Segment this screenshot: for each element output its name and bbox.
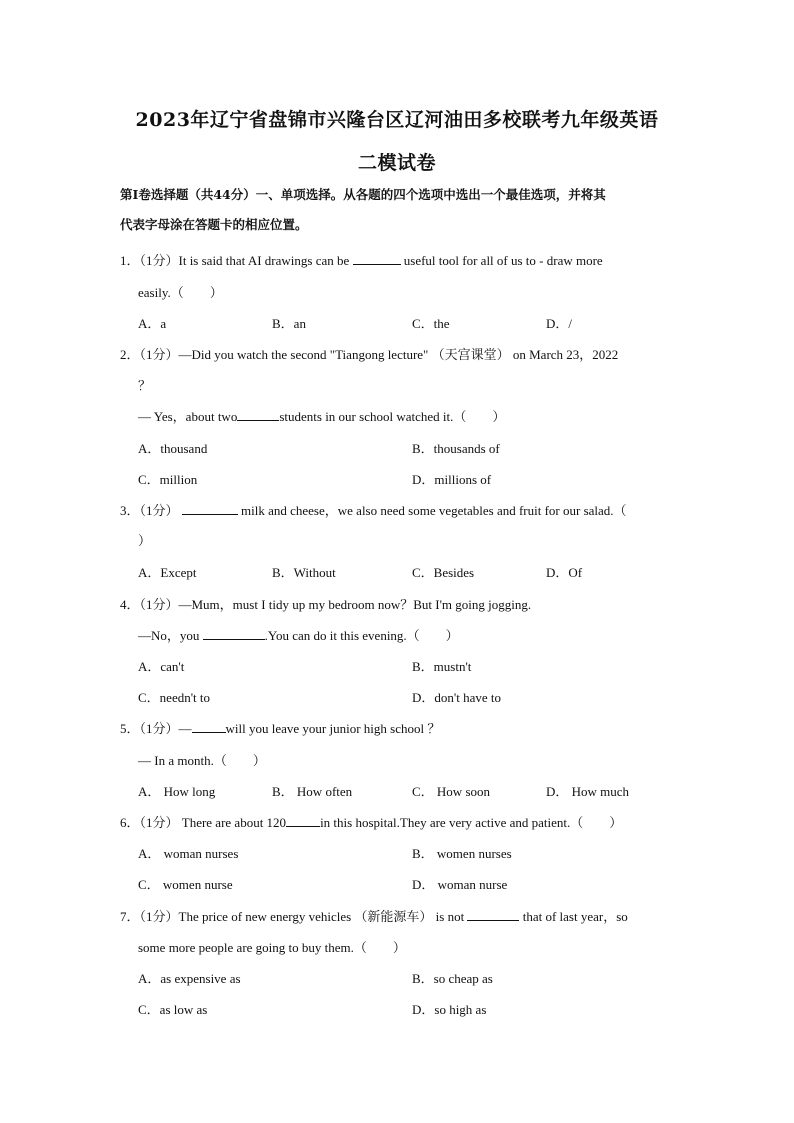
answer-blank bbox=[182, 501, 238, 515]
page-title-line-2: 二模试卷 bbox=[357, 152, 436, 174]
answer-blank bbox=[286, 813, 320, 827]
page-title-line-1: 2023年辽宁省盘锦市兴隆台区辽河油田多校联考九年级英语 bbox=[135, 109, 659, 131]
question-1-text-a: 1．（1分）It is said that AI drawings can be bbox=[120, 253, 350, 268]
question-3-stem bbox=[120, 500, 680, 519]
question-1-option-b: B．an bbox=[272, 316, 306, 331]
question-5-text-a: 5．（1分）— bbox=[120, 721, 192, 736]
question-3-stem-cont: ） bbox=[138, 533, 152, 548]
question-7-option-d: D．so high as bbox=[412, 1002, 487, 1017]
question-7-stem-cont: some more people are going to buy them.（ ） bbox=[138, 940, 406, 955]
question-2-option-a: A．thousand bbox=[138, 441, 208, 456]
question-6-text-a: 6．（1分） There are about 120 bbox=[120, 815, 287, 830]
question-6-option-b: B． women nurses bbox=[412, 846, 512, 861]
question-4-option-a: A．can't bbox=[138, 659, 185, 674]
question-4-stem: 4．（1分）—Mum，must I tidy up my bedroom now？But I'm going jogging. bbox=[120, 597, 532, 612]
question-5-option-a: A． How long bbox=[138, 784, 216, 799]
question-6-stem bbox=[120, 812, 680, 831]
question-7-option-b: B．so cheap as bbox=[412, 971, 493, 986]
question-5-option-c: C． How soon bbox=[412, 784, 491, 799]
question-6-option-c: C． women nurse bbox=[138, 877, 233, 892]
question-4-option-d: D．don't have to bbox=[412, 690, 501, 705]
question-1-option-a: A．a bbox=[138, 316, 167, 331]
section-instructions bbox=[120, 180, 676, 240]
question-1-stem bbox=[120, 250, 680, 269]
question-2-text-b: students in our school watched it.（ ） bbox=[279, 409, 506, 424]
question-2-option-d: D．millions of bbox=[412, 472, 492, 487]
question-1-option-d: D．/ bbox=[546, 316, 573, 331]
question-1-option-c: C．the bbox=[412, 316, 450, 331]
question-2-stem-cont: ？ bbox=[138, 378, 152, 393]
question-3-option-b: B．Without bbox=[272, 565, 336, 580]
question-2-stem-reply bbox=[138, 406, 698, 425]
answer-blank bbox=[192, 719, 226, 733]
question-5-stem-reply: — In a month.（ ） bbox=[138, 753, 266, 768]
question-6-option-a: A． woman nurses bbox=[138, 846, 239, 861]
answer-blank bbox=[237, 407, 279, 421]
question-3-option-c: C．Besides bbox=[412, 565, 475, 580]
question-2-stem: 2．（1分）—Did you watch the second "Tiangong lecture" （天宫课堂） on March 23，2022 bbox=[120, 347, 619, 362]
question-4-option-b: B．mustn't bbox=[412, 659, 472, 674]
question-4-text-b: .You can do it this evening.（ ） bbox=[264, 628, 459, 643]
question-5-text-b: will you leave your junior high school ？ bbox=[225, 721, 441, 736]
question-7-text-a: 7．（1分）The price of new energy vehicles （新能源车） is not bbox=[120, 909, 465, 924]
section-instructions-line-2: 代表字母涂在答题卡的相应位置。 bbox=[120, 217, 308, 232]
question-7-stem bbox=[120, 906, 680, 925]
question-7-text-b: that of last year，so bbox=[522, 909, 628, 924]
question-3-option-d: D．Of bbox=[546, 565, 583, 580]
answer-blank bbox=[203, 626, 265, 640]
question-5-stem bbox=[120, 718, 680, 737]
question-4-text-a: —No，you bbox=[138, 628, 200, 643]
question-1-stem-cont: easily.（ ） bbox=[138, 285, 223, 300]
question-7-option-a: A．as expensive as bbox=[138, 971, 241, 986]
question-3-text-a: 3．（1分） bbox=[120, 503, 179, 518]
question-4-stem-reply bbox=[138, 625, 698, 644]
question-4-option-c: C．needn't to bbox=[138, 690, 211, 705]
question-3-text-b: milk and cheese，we also need some vegetables and fruit for our salad.（ bbox=[241, 503, 627, 518]
question-3-option-a: A．Except bbox=[138, 565, 197, 580]
question-2-option-b: B．thousands of bbox=[412, 441, 500, 456]
question-1-text-b: useful tool for all of us to - draw more bbox=[403, 253, 603, 268]
question-2-text-a: — Yes，about two bbox=[138, 409, 238, 424]
question-6-text-b: in this hospital.They are very active and patient.（ ） bbox=[320, 815, 623, 830]
answer-blank bbox=[467, 907, 519, 921]
section-instructions-line-1: 第Ⅰ卷选择题（共44分）一、单项选择。从各题的四个选项中选出一个最佳选项，并将其 bbox=[120, 187, 606, 202]
question-5-option-d: D． How much bbox=[546, 784, 630, 799]
question-7-option-c: C．as low as bbox=[138, 1002, 208, 1017]
question-5-option-b: B． How often bbox=[272, 784, 353, 799]
question-2-option-c: C．million bbox=[138, 472, 198, 487]
question-6-option-d: D． woman nurse bbox=[412, 877, 508, 892]
answer-blank bbox=[353, 251, 401, 265]
